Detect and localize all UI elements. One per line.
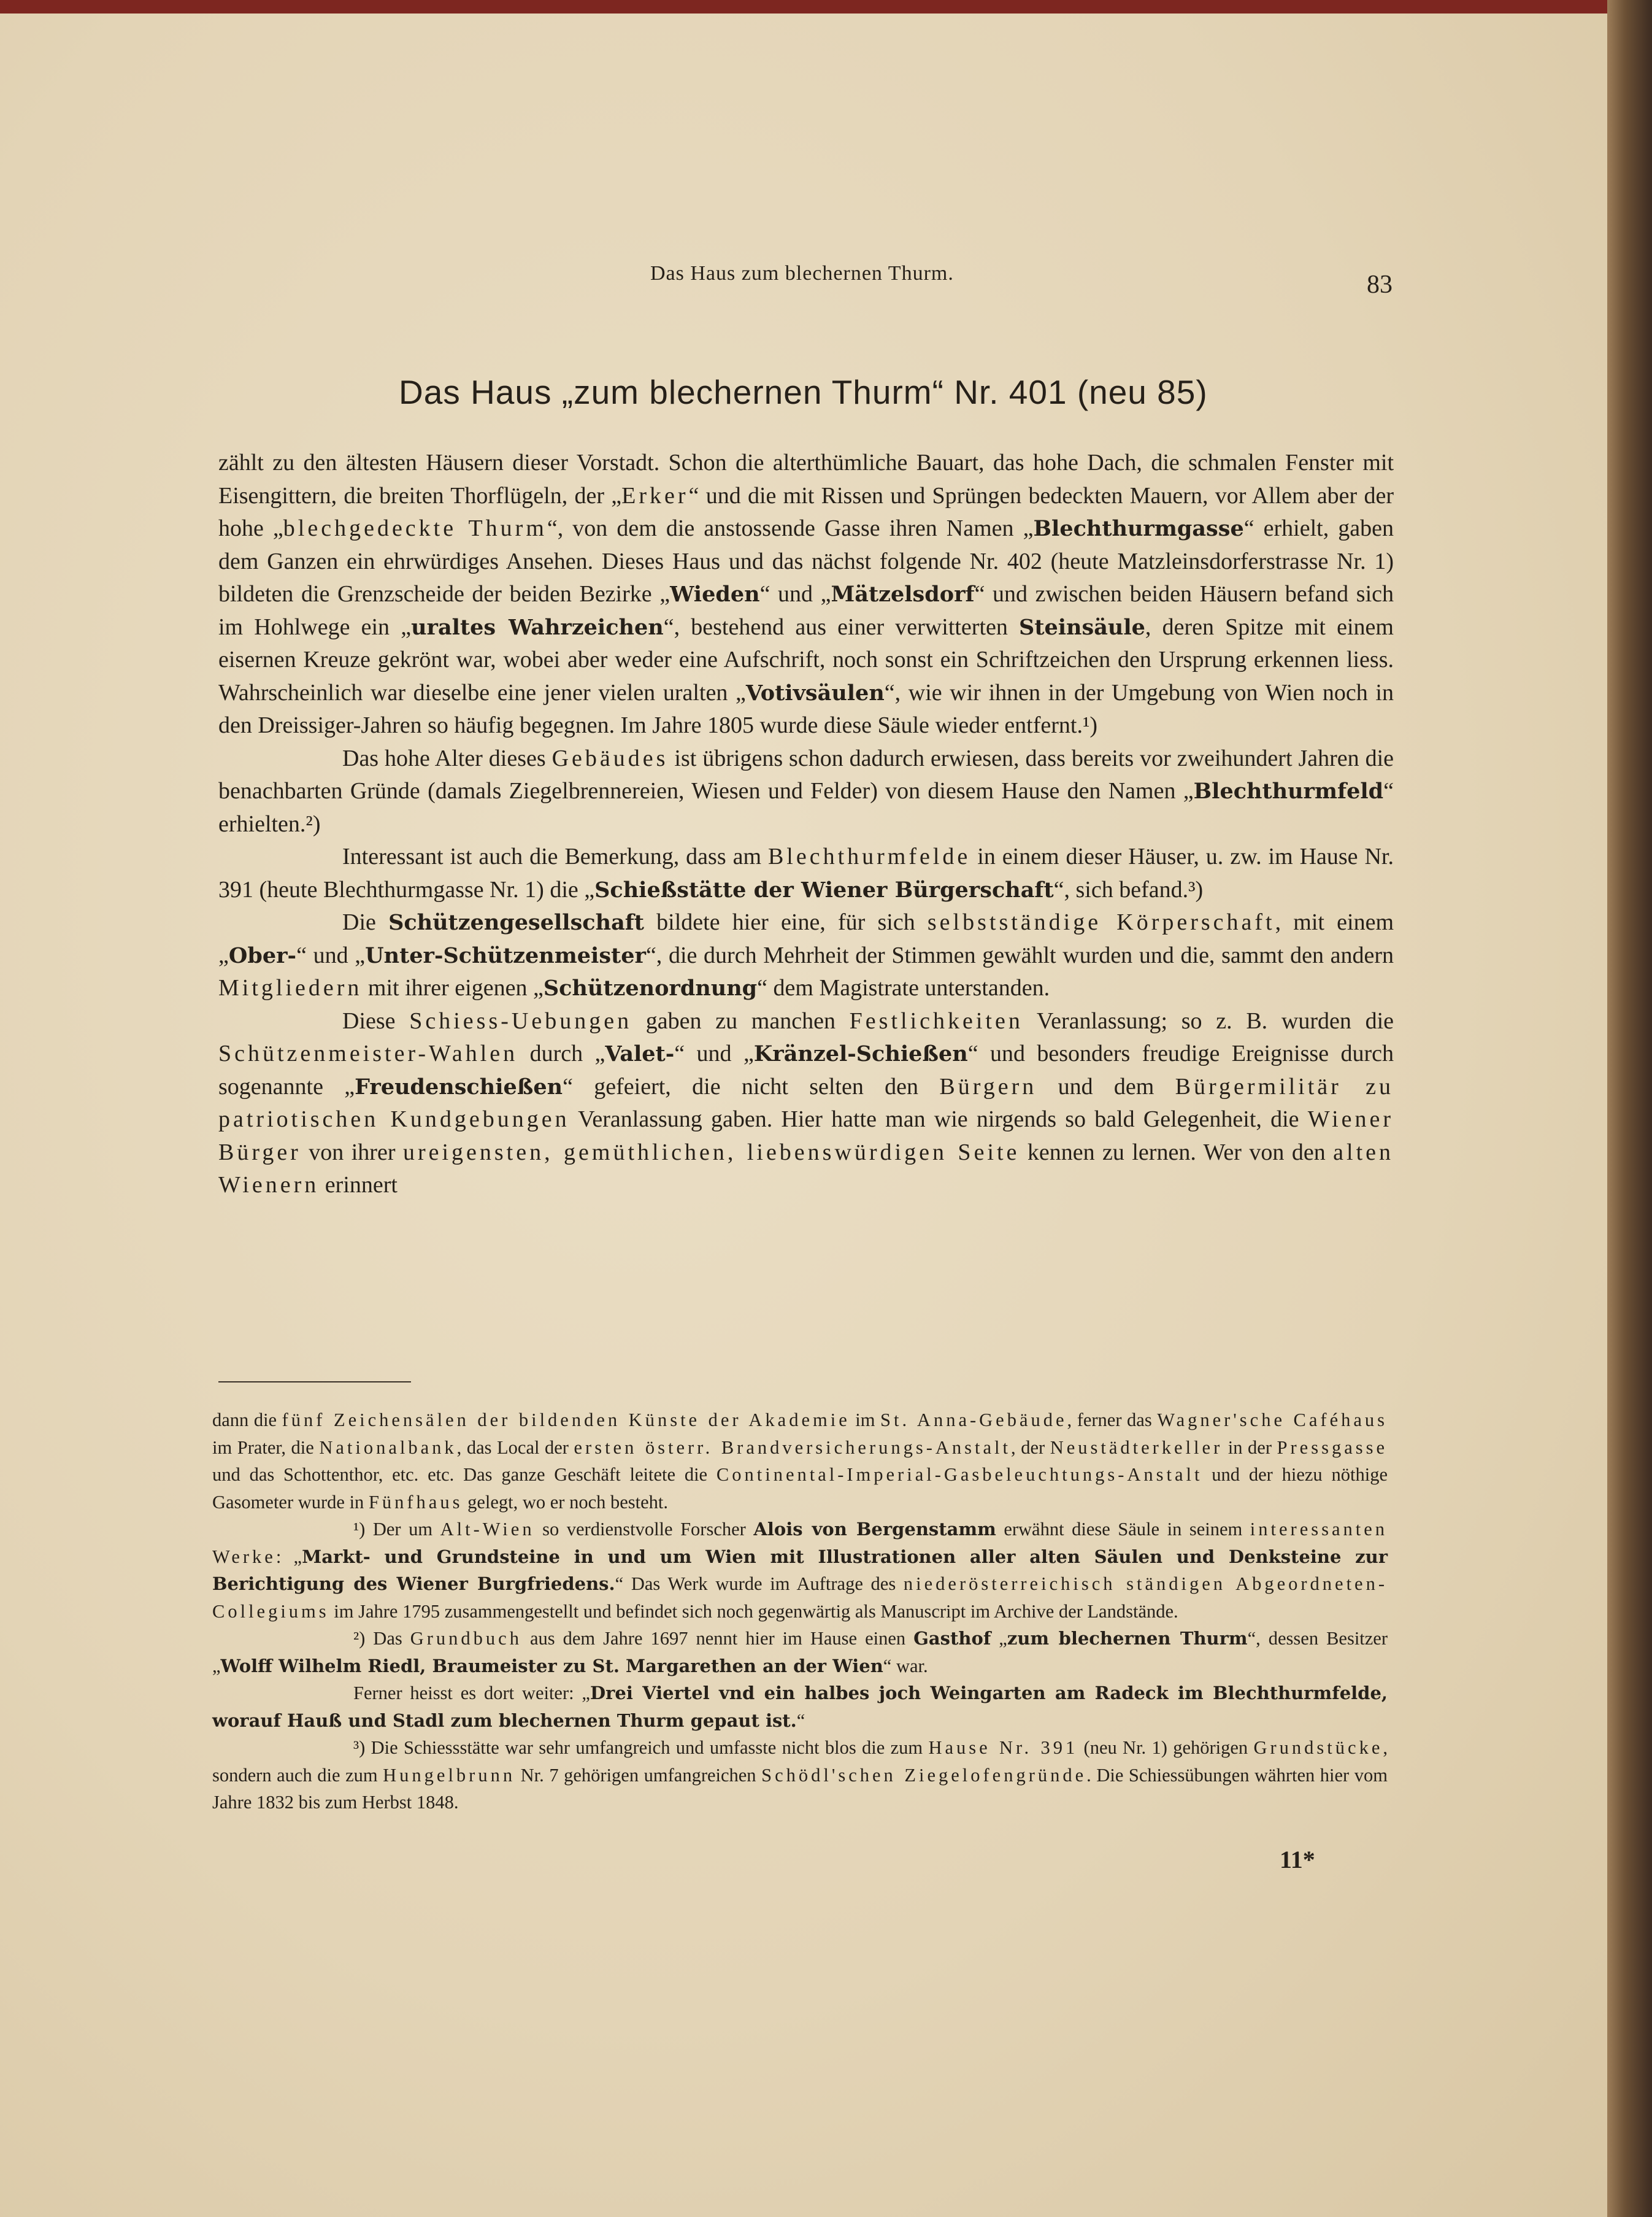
running-title: Das Haus zum blechernen Thurm. xyxy=(650,262,954,285)
paragraph: Die Schützengesellschaft bildete hier eine, für sich selbstständige Körperschaft, mit einem „Ober-“ und „Unter-Schützenmeister“, die durch Mehrheit der Stimmen gewählt wurden und die, sammt den andern Mitgliedern mit ihrer eigenen „Schützenordnung“ dem Magistrate unterstanden. xyxy=(218,909,1394,1001)
footnote-1: ¹) Der um Alt-Wien so verdienstvolle Forscher Alois von Bergenstamm erwähnt diese Säule in seinem interessanten Werke: „Markt- und Grundsteine in und um Wien mit Illustrationen aller alten Säulen und Denksteine zur Berichtigung des Wiener Burgfriedens.“ Das Werk wurde im Auftrage des niederösterreichisch ständigen Abgeordneten-Collegiums im Jahre 1795 zusammengestellt und befindet sich noch gegenwärtig als Manuscript im Archive der Landstände. xyxy=(212,1519,1388,1622)
paragraph: Interessant ist auch die Bemerkung, dass am Blechthurmfelde in einem dieser Häuser, u. zw. im Hause Nr. 391 (heute Blechthurmgasse Nr. 1) die „Schießstätte der Wiener Bürgerschaft“, sich befand.³) xyxy=(218,844,1394,903)
page-number: 83 xyxy=(1367,271,1393,299)
footnote-2-continued: Ferner heisst es dort weiter: „Drei Viertel vnd ein halbes joch Weingarten am Radeck im Blechthurmfelde, worauf Hauß und Stadl zum blechernen Thurm gepaut ist.“ xyxy=(212,1683,1388,1731)
page-edge xyxy=(1607,0,1652,2217)
footnote-continuation: dann die fünf Zeichensälen der bildenden Künste der Akademie im St. Anna-Gebäude, ferner das Wagner'sche Caféhaus im Prater, die Nationalbank, das Local der ersten österr. Brandversicherungs-Anstalt, der Neustädterkeller in der Pressgasse und das Schottenthor, etc. etc. Das ganze Geschäft leitete die Continental-Imperial-Gasbeleuchtungs-Anstalt und der hiezu nöthige Gasometer wurde in Fünfhaus gelegt, wo er noch besteht. xyxy=(212,1409,1388,1513)
footnote-2: ²) Das Grundbuch aus dem Jahre 1697 nennt hier im Hause einen Gasthof „zum blechernen Thurm“, dessen Besitzer „Wolff Wilhelm Riedl, Braumeister zu St. Margarethen an der Wien“ war. xyxy=(212,1628,1388,1676)
paragraph: zählt zu den ältesten Häusern dieser Vorstadt. Schon die alterthümliche Bauart, das hohe Dach, die schmalen Fenster mit Eisengittern, die breiten Thorflügeln, der „Erker“ und die mit Rissen und Sprüngen bedeckten Mauern, vor Allem aber der hohe „blechgedeckte Thurm“, von dem die anstossende Gasse ihren Namen „Blechthurmgasse“ erhielt, gaben dem Ganzen ein ehrwürdiges Ansehen. Dieses Haus und das nächst folgende Nr. 402 (heute Matzleinsdorferstrasse Nr. 1) bildeten die Grenzscheide der beiden Bezirke „Wieden“ und „Mätzelsdorf“ und zwischen beiden Häusern befand sich im Hohlwege ein „uraltes Wahrzeichen“, bestehend aus einer verwitterten Steinsäule, deren Spitze mit einem eisernen Kreuze gekrönt war, wobei aber weder eine Aufschrift, noch sonst ein Schriftzeichen den Ursprung erkennen liess. Wahrscheinlich war dieselbe eine jener vielen uralten „Votivsäulen“, wie wir ihnen in der Umgebung von Wien noch in den Dreissiger-Jahren so häufig begegnen. Im Jahre 1805 wurde diese Säule wieder entfernt.¹) xyxy=(218,450,1394,738)
printer-signature: 11* xyxy=(1280,1846,1315,1873)
chapter-title: Das Haus „zum blechernen Thurm“ Nr. 401 (neu 85) xyxy=(399,373,1208,411)
paragraph: Diese Schiess-Uebungen gaben zu manchen Festlichkeiten Veranlassung; so z. B. wurden die Schützenmeister-Wahlen durch „Valet-“ und „Kränzel-Schießen“ und besonders freudige Ereignisse durch sogenannte „Freudenschießen“ gefeiert, die nicht selten den Bürgern und dem Bürgermilitär zu patriotischen Kundgebungen Veranlassung gaben. Hier hatte man wie nirgends so bald Gelegenheit, die Wiener Bürger von ihrer ureigensten, gemüthlichen, liebenswürdigen Seite kennen zu lernen. Wer von den alten Wienern erinnert xyxy=(218,1008,1394,1198)
main-text xyxy=(218,447,1394,1202)
footnotes xyxy=(212,1406,1388,1816)
footnote-divider xyxy=(218,1381,411,1382)
footnote-3: ³) Die Schiessstätte war sehr umfangreich und umfasste nicht blos die zum Hause Nr. 391 (neu Nr. 1) gehörigen Grundstücke, sondern auch die zum Hungelbrunn Nr. 7 gehörigen umfangreichen Schödl'schen Ziegelofengründe. Die Schiessübungen währten hier vom Jahre 1832 bis zum Herbst 1848. xyxy=(212,1737,1388,1813)
paragraph: Das hohe Alter dieses Gebäudes ist übrigens schon dadurch erwiesen, dass bereits vor zweihundert Jahren die benachbarten Gründe (damals Ziegelbrennereien, Wiesen und Felder) von diesem Hause den Namen „Blechthurmfeld“ erhielten.²) xyxy=(218,745,1394,837)
